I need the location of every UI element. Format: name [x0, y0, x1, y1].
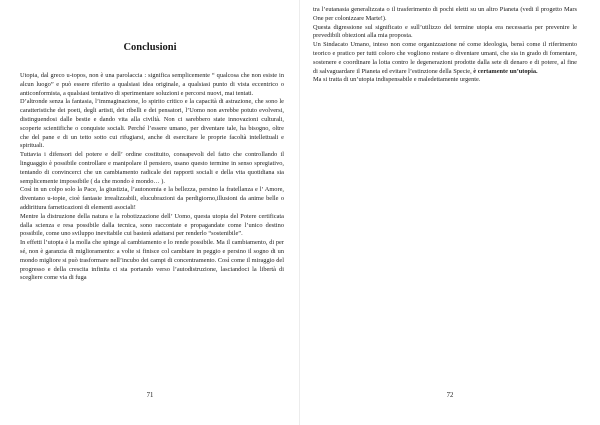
paragraph: Utopia, dal greco u-topos, non è una parolaccia : significa semplicemente “ qualcosa che non esiste in alcun luogo” e può essere riferito a qualsiasi idea originale, a qualsiasi punto di vista eccentrico o anticonformista, a qualsiasi tentativo di sperimentare soluzioni e percorsi nuovi, mai tentati.: [20, 72, 284, 97]
paragraph: Mentre la distruzione della natura e la robotizzazione dell’ Uomo, questa utopia del Potere certificata dalla scienza e resa possibile dalla tecnica, sono raccontate e propagandate come l’unico destino possibile, come uno sviluppo inevitabile cui basterà adattarsi per renderlo “sostenibile”.: [20, 212, 284, 238]
emphasized-text: è certamente un’utopia.: [473, 67, 538, 75]
paragraph: Tuttavia i difensori del potere e dell’ ordine costituito, consapevoli del fatto che controllando il linguaggio è possibile controllare e manipolare il pensiero, usano questo termine in senso spregiativo, tentando di convincerci che un cambiamento radicale dei rapporti sociali e della vita quotidiana sia semplicemente impossibile ( da che mondo è mondo… ).: [20, 151, 284, 185]
paragraph: In effetti l’utopia è la molla che spinge al cambiamento e lo rende possibile. Ma il cambiamento, di per sé, non è garanzia di miglioramento: a volte si finisce col cambiare in peggio e persino il sogno di un mondo migliore si può trasformare nell’incubo dei campi di concentramento. Così come il miraggio del progresso e della crescita infinita ci sta portando verso l’autodistruzione, lasciandoci la libertà di scegliere come via di fuga: [20, 239, 284, 282]
page-number: 72: [446, 392, 454, 399]
paragraph: Così in un colpo solo la Pace, la giustizia, l’autonomia e la bellezza, persino la fratellanza e l’ Amore, diventano u-topie, cioè fantasie irrealizzabili, elucubrazioni da perdigiorno,illusioni da anime belle o addirittura farneticazioni di elementi asociali!: [20, 186, 284, 211]
chapter-heading: Conclusioni: [123, 42, 177, 53]
left-page-body: [20, 72, 284, 283]
paragraph: tra l’eutanasia generalizzata o il trasferimento di pochi eletti su un altro Pianeta (vedi il progetto Mars One per colonizzare Marte!).: [313, 6, 577, 22]
paragraph: D’altronde senza la fantasia, l’immaginazione, lo spirito critico e la capacità di astrazione, che sono le caratteristiche dei poeti, degli artisti, dei ribelli e dei pensatori, l’Uomo non avrebbe potuto evolversi, distinguendosi dalle bestie e dando vita alla civiltà. Non ci sarebbero state innovazioni culturali, scoperte scientifiche o conquiste sociali. Perché l’essere umano, per diventare tale, ha bisogno, oltre che del pane e di un tetto sotto cui rifugiarsi, anche di esercitare le proprie facoltà intellettuali e spirituali.: [20, 98, 284, 150]
right-page-body: [313, 6, 577, 85]
paragraph: Questa digressione sul significato e sull’utilizzo del termine utopia era necessaria per prevenire le prevedibili obiezioni alla mia proposta.: [313, 23, 577, 40]
page-number: 71: [146, 392, 154, 399]
paragraph: Ma si tratta di un’utopia indispensabile e maledettamente urgente.: [313, 76, 481, 84]
paragraph: [313, 41, 577, 76]
paragraph-text: Un Sindacato Umano, inteso non come organizzazione né come ideologia, bensì come il riferimento teorico e pratico per tutti coloro che vogliono restare o diventare umani, che sia in grado di fomentare, sostenere e coordinare la lotta contro le degenerazioni prodotte dalla sete di denaro e di potere, al fine di salvaguardare il Pianeta ed evitare l’estinzione della Specie,: [313, 41, 577, 75]
